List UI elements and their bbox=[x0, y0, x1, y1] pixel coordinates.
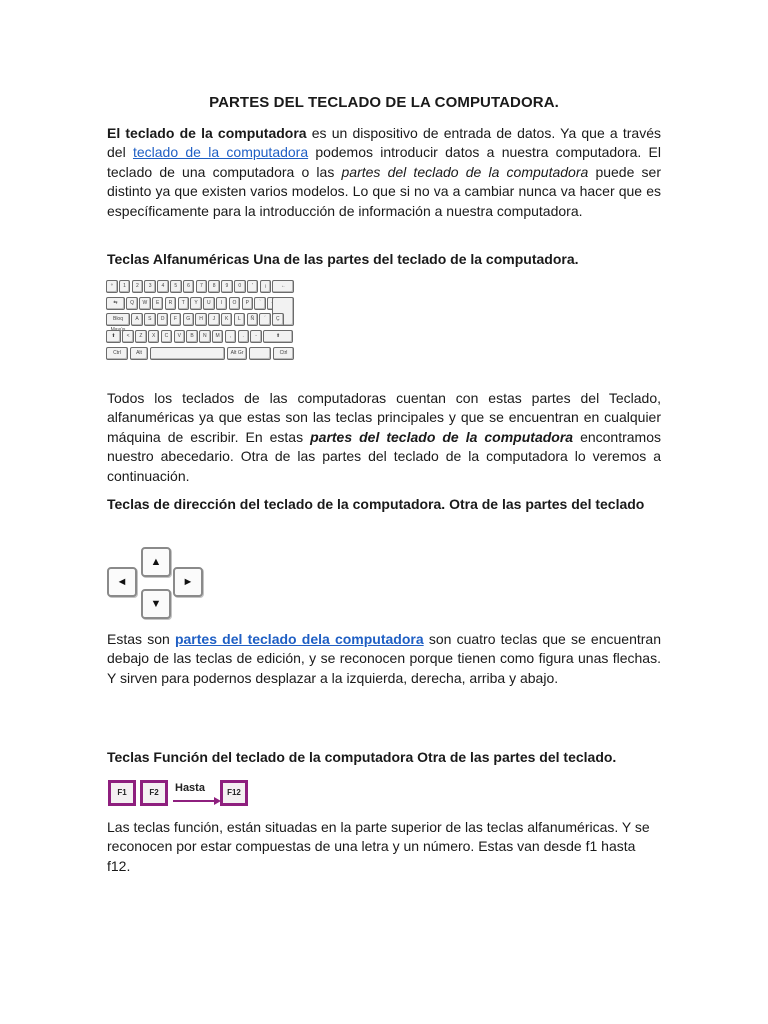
key-row4-2: Z bbox=[135, 330, 147, 343]
key-row5-2 bbox=[150, 347, 225, 360]
key-row2-10: P bbox=[242, 297, 254, 310]
key-row4-9: , bbox=[225, 330, 237, 343]
f12-label: F12 bbox=[223, 783, 245, 803]
key-row4-3: X bbox=[148, 330, 160, 343]
key-row3-5: G bbox=[183, 313, 195, 326]
key-row4-5: V bbox=[174, 330, 186, 343]
key-row2-5: T bbox=[178, 297, 190, 310]
hasta-label: Hasta bbox=[175, 782, 205, 794]
key-row3-9: L bbox=[234, 313, 246, 326]
key-row5-0: Ctrl bbox=[106, 347, 128, 360]
key-row3-11: ´ bbox=[259, 313, 271, 326]
key-row4-7: N bbox=[199, 330, 211, 343]
key-row4-0: ⬆ bbox=[106, 330, 121, 343]
f2-key bbox=[140, 780, 168, 806]
key-row4-4: C bbox=[161, 330, 173, 343]
key-row2-1: Q bbox=[126, 297, 138, 310]
section2-text-1: Estas son bbox=[107, 631, 175, 647]
key-row1-8: 8 bbox=[208, 280, 220, 293]
section3-body bbox=[107, 818, 661, 876]
key-row3-8: K bbox=[221, 313, 233, 326]
section1-heading-wrap bbox=[107, 250, 661, 269]
section1-text-1: Todos los teclados de las computadoras cuentan con estas partes del Teclado, alfanuméricas ya que estas son las teclas principales y que se encuentran en cualquier máquina de escribir. En estas bbox=[107, 390, 661, 445]
section3-paragraph: Las teclas función, están situadas en la parte superior de las teclas alfanuméricas. Y se reconocen por estar compuestas de una letra y un número. Estas van desde f1 hasta f12. bbox=[107, 819, 650, 874]
key-row2-4: R bbox=[165, 297, 177, 310]
f2-label: F2 bbox=[143, 783, 165, 803]
key-row3-2: S bbox=[144, 313, 156, 326]
section3-heading: Teclas Función del teclado de la computadora Otra de las partes del teclado. bbox=[107, 749, 617, 765]
arrow-left-icon: ◄ bbox=[107, 567, 137, 597]
intro-text-3: puede ser distinto ya que existen varios modelos. Lo que si no va a cambiar nunca va hacer que es específicamente para la introducción de información a nuestra computadora. bbox=[107, 163, 661, 219]
key-row4-1: < bbox=[122, 330, 134, 343]
section2-text-2: son cuatro teclas que se encuentran debajo de las teclas de edición, y se reconocen porque tienen como figura unas flechas. Y sirven para podernos desplazar a la izquierda, derecha, arriba y abajo. bbox=[107, 631, 661, 686]
alphanumeric-keyboard-image bbox=[106, 280, 296, 378]
key-row4-6: B bbox=[186, 330, 198, 343]
key-row3-6: H bbox=[195, 313, 207, 326]
key-row2-0: ⇆ bbox=[106, 297, 125, 310]
key-row2-7: U bbox=[203, 297, 215, 310]
arrow-up-icon: ▲ bbox=[141, 547, 171, 577]
key-row1-10: 0 bbox=[234, 280, 246, 293]
arrow-right-icon: ► bbox=[173, 567, 203, 597]
intro-paragraph bbox=[107, 124, 661, 221]
key-row2-6: Y bbox=[190, 297, 202, 310]
key-row3-10: Ñ bbox=[247, 313, 259, 326]
section1-text-2: encontramos nuestro abecedario. Otra de las partes del teclado de la computadora lo veremos a continuación. bbox=[107, 428, 662, 484]
right-arrow-icon bbox=[172, 796, 222, 806]
key-row5-5: Ctrl bbox=[273, 347, 294, 360]
key-row4-8: M bbox=[212, 330, 224, 343]
section2-paragraph bbox=[107, 630, 661, 688]
key-row1-11: ' bbox=[247, 280, 259, 293]
key-row2-3: E bbox=[152, 297, 164, 310]
key-row5-4 bbox=[249, 347, 271, 360]
key-row1-0: º bbox=[106, 280, 118, 293]
intro-block bbox=[107, 124, 661, 221]
arrow-down-icon: ▼ bbox=[141, 589, 171, 619]
page-title: PARTES DEL TECLADO DE LA COMPUTADORA. bbox=[209, 94, 559, 111]
section1-bold-italic: partes del teclado de la computadora bbox=[310, 428, 574, 445]
link-partes-teclado[interactable]: partes del teclado dela computadora bbox=[174, 631, 424, 647]
key-row2-2: W bbox=[139, 297, 151, 310]
key-row3-1: A bbox=[131, 313, 143, 326]
f1-label: F1 bbox=[111, 783, 133, 803]
intro-bold-lead: El teclado de la computadora bbox=[107, 125, 307, 141]
intro-italic: partes del teclado de la computadora bbox=[341, 163, 589, 180]
f12-key bbox=[220, 780, 248, 806]
arrow-keys-image bbox=[107, 547, 203, 621]
key-row3-0: Bloq bbox=[106, 313, 130, 326]
key-row4-11: - bbox=[250, 330, 262, 343]
key-row4-12: ⬆ bbox=[263, 330, 293, 343]
key-row1-12: ¡ bbox=[260, 280, 272, 293]
key-row3-4: F bbox=[170, 313, 182, 326]
key-row2-9: O bbox=[229, 297, 241, 310]
key-row3-12: Ç bbox=[272, 313, 284, 326]
key-row1-3: 3 bbox=[144, 280, 156, 293]
key-row1-2: 2 bbox=[132, 280, 144, 293]
section1-heading: Teclas Alfanuméricas Una de las partes del teclado de la computadora. bbox=[107, 251, 579, 267]
key-row4-10: . bbox=[238, 330, 250, 343]
key-row3-3: D bbox=[157, 313, 169, 326]
key-row3-7: J bbox=[208, 313, 220, 326]
key-row1-9: 9 bbox=[221, 280, 233, 293]
section3-heading-wrap bbox=[107, 748, 661, 767]
section1-paragraph bbox=[107, 389, 661, 486]
key-row5-1: Alt bbox=[130, 347, 148, 360]
intro-text-1: es un dispositivo de entrada de datos. Ya que a través del bbox=[107, 125, 661, 161]
key-row2-11: ` bbox=[254, 297, 266, 310]
key-row1-5: 5 bbox=[170, 280, 182, 293]
key-row1-6: 6 bbox=[183, 280, 195, 293]
section2-heading: Teclas de dirección del teclado de la computadora. Otra de las partes del teclado bbox=[107, 496, 645, 512]
key-row1-13: ← bbox=[272, 280, 294, 293]
key-row5-3: Alt Gr bbox=[227, 347, 247, 360]
key-row1-1: 1 bbox=[119, 280, 131, 293]
intro-text-2: podemos introducir datos a nuestra computadora. El teclado de una computadora o las bbox=[107, 144, 662, 180]
key-row1-4: 4 bbox=[157, 280, 169, 293]
link-teclado-computadora[interactable]: teclado de la computadora bbox=[132, 144, 309, 161]
section2-heading-wrap bbox=[107, 495, 661, 514]
section2-body bbox=[107, 630, 661, 688]
f1-key bbox=[108, 780, 136, 806]
key-row1-7: 7 bbox=[196, 280, 208, 293]
key-row2-8: I bbox=[216, 297, 228, 310]
section1-body bbox=[107, 389, 661, 486]
